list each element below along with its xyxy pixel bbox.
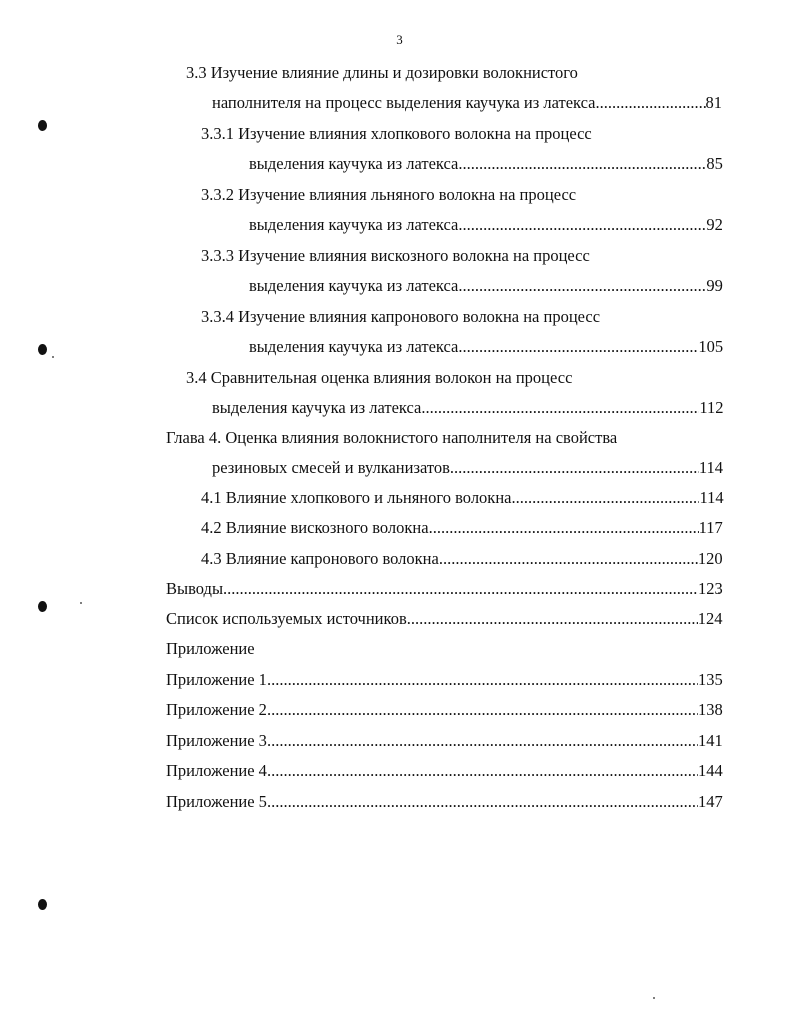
toc-line [186, 368, 572, 388]
toc-entry-title: 3.3.2 Изучение влияния льняного волокна на процесс [201, 185, 577, 204]
toc-entry-title: выделения каучука из латекса [249, 276, 459, 295]
toc-leader-dots [267, 731, 698, 751]
toc-leader-dots [407, 609, 698, 629]
toc-leader-dots [439, 549, 698, 569]
toc-leader-dots [267, 670, 698, 690]
toc-entry-title: выделения каучука из латекса [249, 154, 459, 173]
scan-speck [52, 356, 54, 358]
binder-hole-mark [38, 899, 47, 910]
toc-page-number: 117 [698, 518, 723, 537]
toc-line [212, 458, 723, 478]
toc-leader-dots [458, 215, 706, 235]
toc-entry-title: Приложение 4 [166, 761, 267, 780]
toc-page-number: 92 [706, 215, 723, 234]
toc-entry-title: 3.3.4 Изучение влияния капронового волокна на процесс [201, 307, 601, 326]
toc-line [201, 185, 576, 205]
toc-line [201, 124, 592, 144]
toc-entry-title: Приложение 1 [166, 670, 267, 689]
toc-line [186, 63, 578, 83]
toc-page-number: 114 [698, 458, 724, 477]
toc-line [166, 639, 255, 659]
toc-page-number: 138 [697, 700, 723, 719]
toc-line [201, 518, 723, 538]
toc-page-number: 81 [705, 93, 723, 112]
toc-entry-title: 4.1 Влияние хлопкового и льняного волокна [201, 488, 512, 507]
toc-leader-dots [450, 458, 699, 478]
toc-entry-title: наполнителя на процесс выделения каучука из латекса [212, 93, 596, 112]
toc-entry-title: 3.3.1 Изучение влияния хлопкового волокна на процесс [201, 124, 592, 143]
toc-page-number: 135 [697, 670, 723, 689]
toc-line [166, 731, 723, 751]
toc-entry-title: Выводы [166, 579, 224, 598]
scan-speck [653, 997, 655, 999]
toc-entry-title: 3.3 Изучение влияние длины и дозировки волокнистого [186, 63, 578, 82]
toc-entry-title: выделения каучука из латекса [249, 215, 459, 234]
toc-leader-dots [458, 276, 706, 296]
toc-entry-title: выделения каучука из латекса [249, 337, 459, 356]
toc-leader-dots [267, 761, 698, 781]
toc-leader-dots [596, 93, 706, 113]
toc-line [166, 609, 722, 629]
toc-line [249, 154, 723, 174]
binder-hole-mark [38, 120, 47, 131]
toc-page-number: 112 [699, 398, 724, 417]
toc-leader-dots [267, 792, 698, 812]
toc-leader-dots [223, 579, 698, 599]
toc-page-number: 124 [697, 609, 723, 628]
toc-page-number: 123 [698, 579, 723, 598]
toc-leader-dots [458, 337, 698, 357]
toc-leader-dots [458, 154, 706, 174]
binder-hole-mark [38, 601, 47, 612]
toc-line [201, 307, 600, 327]
toc-entry-title: Глава 4. Оценка влияния волокнистого наполнителя на свойства [166, 428, 618, 447]
toc-page-number: 85 [706, 154, 723, 173]
toc-entry-title: Приложение [166, 639, 255, 658]
toc-line [166, 792, 723, 812]
toc-line [201, 246, 590, 266]
toc-line [212, 93, 722, 113]
toc-entry-title: резиновых смесей и вулканизатов [212, 458, 450, 477]
toc-line [201, 488, 724, 508]
toc-line [249, 276, 723, 296]
toc-line [166, 670, 723, 690]
page-number: 3 [396, 32, 403, 47]
toc-entry-title: 3.3.3 Изучение влияния вискозного волокна на процесс [201, 246, 590, 265]
toc-entry-title: Приложение 5 [166, 792, 267, 811]
toc-page-number: 144 [697, 761, 723, 780]
toc-line [166, 761, 723, 781]
toc-line [166, 700, 723, 720]
toc-line [212, 398, 724, 418]
toc-line [166, 579, 723, 599]
toc-page-number: 105 [698, 337, 724, 356]
toc-line [166, 428, 617, 448]
toc-leader-dots [511, 488, 699, 508]
toc-page-number: 99 [706, 276, 723, 295]
toc-entry-title: Приложение 2 [166, 700, 267, 719]
scan-speck [80, 602, 82, 604]
toc-leader-dots [429, 518, 699, 538]
toc-line [201, 549, 723, 569]
toc-page-number: 141 [697, 731, 723, 750]
toc-leader-dots [421, 398, 699, 418]
binder-hole-mark [38, 344, 47, 355]
toc-page-number: 120 [697, 549, 723, 568]
toc-entry-title: 4.2 Влияние вискозного волокна [201, 518, 429, 537]
toc-line [249, 215, 723, 235]
toc-entry-title: 3.4 Сравнительная оценка влияния волокон на процесс [186, 368, 573, 387]
toc-entry-title: выделения каучука из латекса [212, 398, 422, 417]
toc-entry-title: Приложение 3 [166, 731, 267, 750]
toc-page-number: 147 [697, 792, 723, 811]
toc-leader-dots [267, 700, 698, 720]
toc-line [249, 337, 723, 357]
toc-entry-title: 4.3 Влияние капронового волокна [201, 549, 439, 568]
toc-entry-title: Список используемых источников [166, 609, 407, 628]
toc-page-number: 114 [699, 488, 724, 507]
